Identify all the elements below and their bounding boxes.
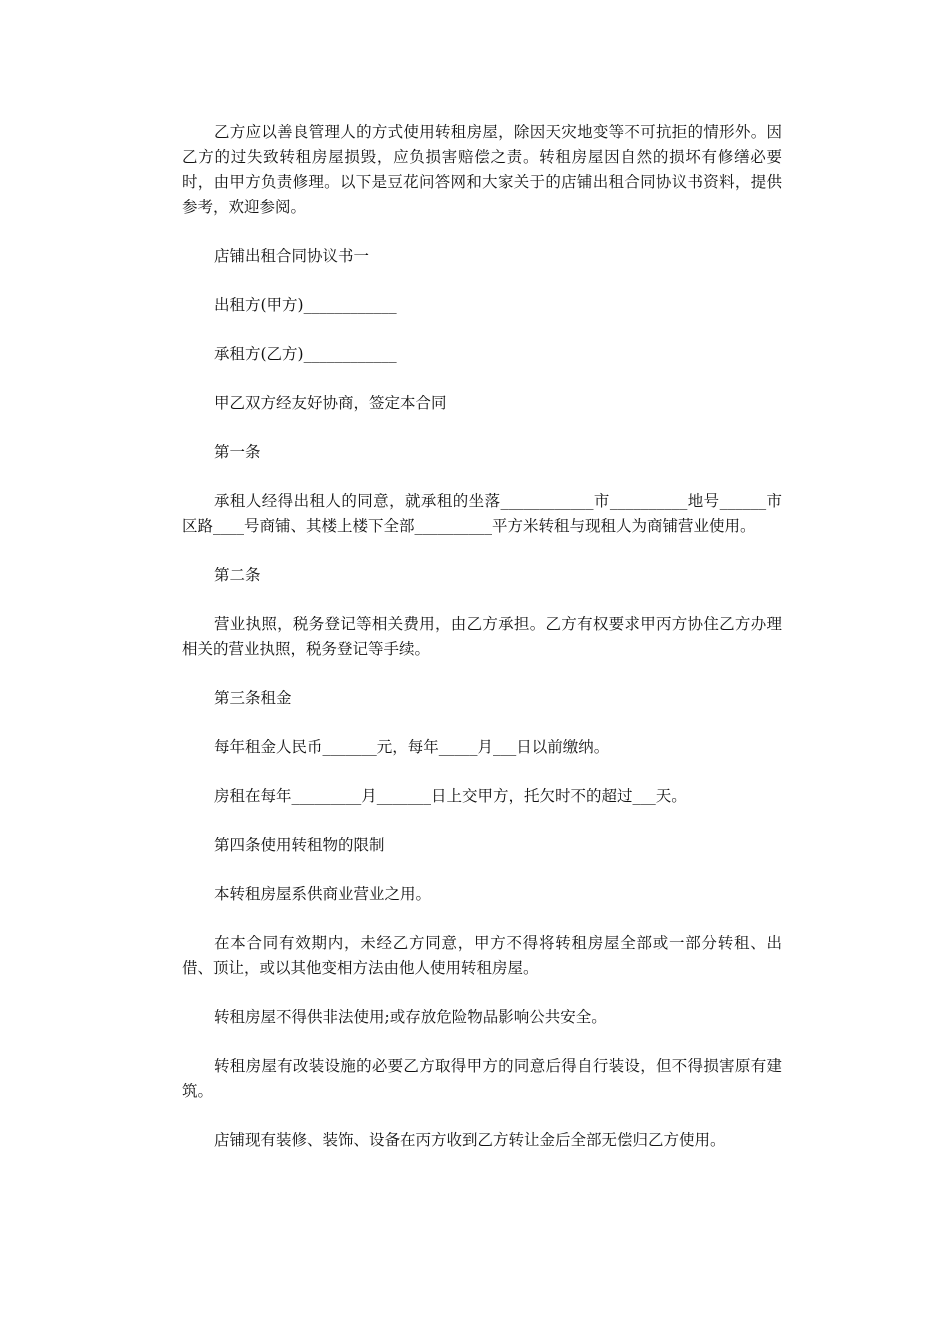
- modification-paragraph: 转租房屋有改装设施的必要乙方取得甲方的同意后得自行装设，但不得损害原有建筑。: [182, 1057, 782, 1100]
- article-2-heading: 第二条: [214, 566, 261, 584]
- illegal-use-line: 转租房屋不得供非法使用;或存放危险物品影响公共安全。: [214, 1008, 607, 1026]
- agreement-statement: 甲乙双方经友好协商，签定本合同: [214, 394, 447, 412]
- document-body: [182, 120, 782, 1177]
- intro-paragraph: 乙方应以善良管理人的方式使用转租房屋，除因天灾地变等不可抗拒的情形外。因乙方的过失致转租房屋损毁，应负损害赔偿之责。转租房屋因自然的损坏有修缮必要时，由甲方负责修理。以下是豆花问答网和大家关于的店铺出租合同协议书资料，提供参考，欢迎参阅。: [182, 123, 782, 216]
- usage-purpose-line: 本转租房屋系供商业营业之用。: [214, 885, 432, 903]
- article-1-body: 承租人经得出租人的同意，就承租的坐落____________市__________地号______市区路____号商铺、其楼上楼下全部__________平方米转租与现租人为商铺营业使用。: [182, 492, 782, 535]
- article-1-heading: 第一条: [214, 443, 261, 461]
- lessee-line: 承租方(乙方)____________: [214, 345, 397, 363]
- contract-title: 店铺出租合同协议书一: [214, 247, 370, 265]
- lessor-line: 出租方(甲方)____________: [214, 296, 397, 314]
- rent-amount-line: 每年租金人民币_______元，每年_____月___日以前缴纳。: [214, 738, 610, 756]
- sublease-restriction-paragraph: 在本合同有效期内，未经乙方同意，甲方不得将转租房屋全部或一部分转租、出借、顶让，或以其他变相方法由他人使用转租房屋。: [182, 934, 782, 977]
- article-3-heading: 第三条租金: [214, 689, 292, 707]
- decoration-transfer-line: 店铺现有装修、装饰、设备在丙方收到乙方转让金后全部无偿归乙方使用。: [214, 1131, 726, 1149]
- rent-due-line: 房租在每年_________月_______日上交甲方，托欠时不的超过___天。: [214, 787, 687, 805]
- article-4-heading: 第四条使用转租物的限制: [214, 836, 385, 854]
- article-2-body: 营业执照，税务登记等相关费用，由乙方承担。乙方有权要求甲丙方协住乙方办理相关的营业执照，税务登记等手续。: [182, 615, 782, 658]
